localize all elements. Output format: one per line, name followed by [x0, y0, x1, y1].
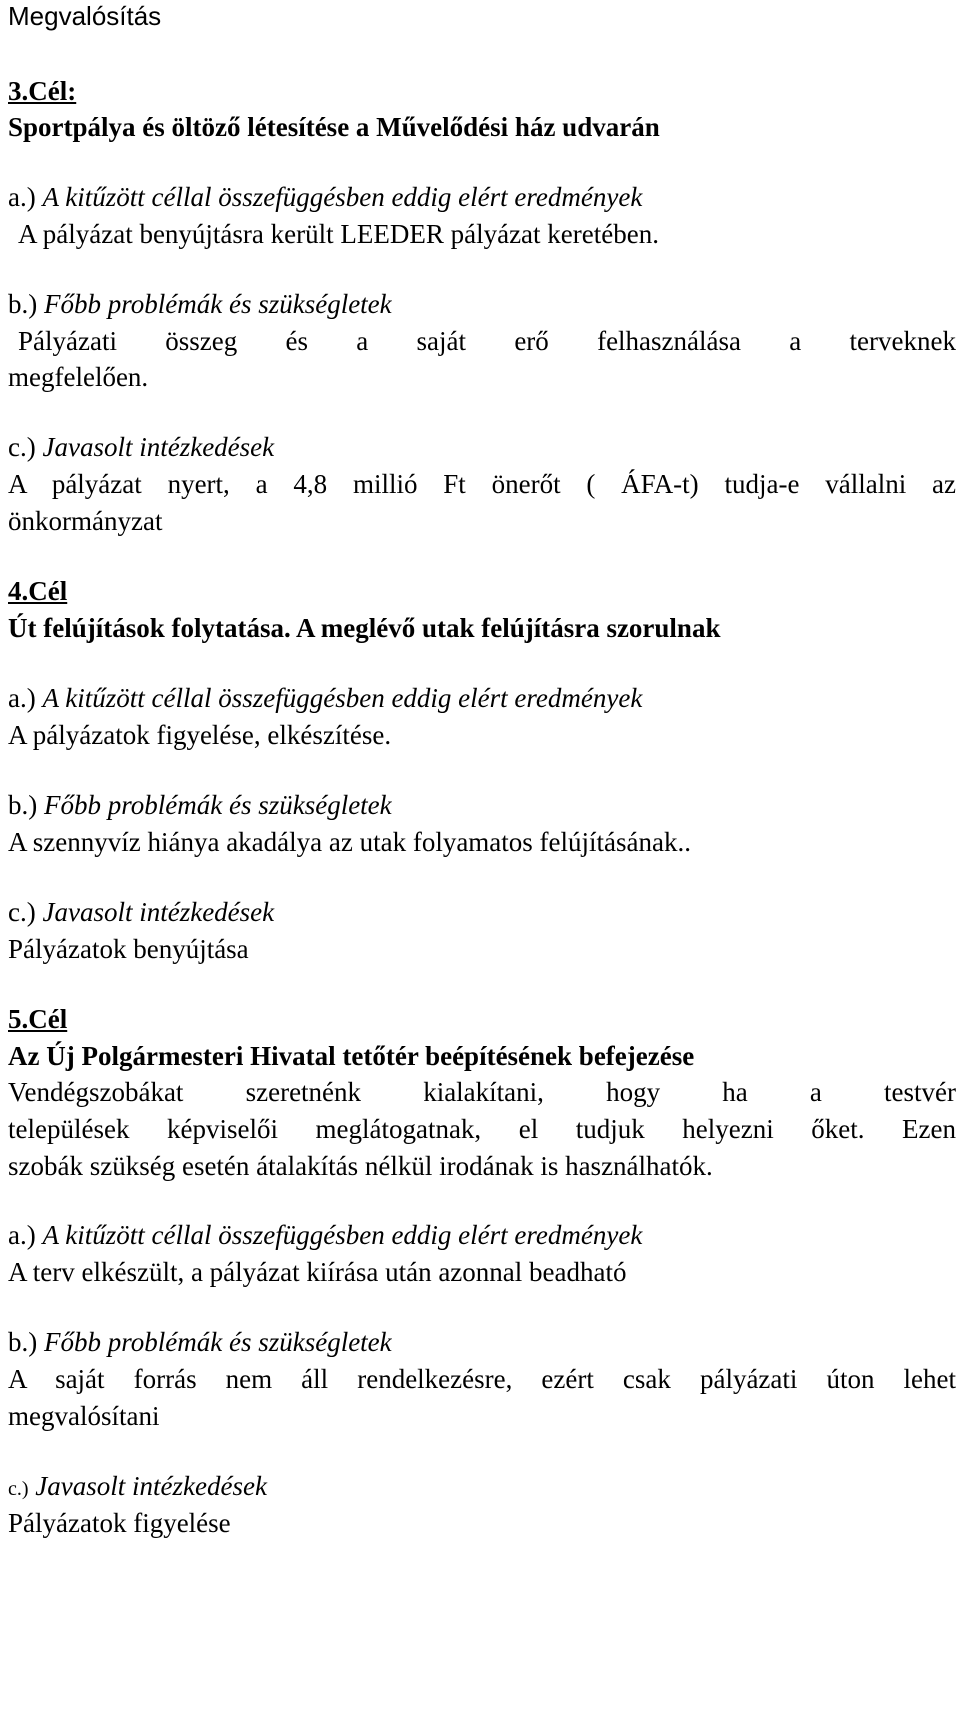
goal5-number: 5.Cél	[8, 1004, 68, 1034]
goal5-c-prefix: c.)	[8, 1478, 29, 1500]
goal4-b-prefix: b.)	[8, 790, 38, 820]
goal5-c-heading-text: Javasolt intézkedések	[35, 1471, 267, 1501]
goal4-b-heading-text: Főbb problémák és szükségletek	[44, 790, 392, 820]
goal5-b-prefix: b.)	[8, 1327, 38, 1357]
goal5-c-heading	[8, 1473, 267, 1500]
goal5-a-prefix: a.)	[8, 1220, 36, 1250]
goal3-b-heading-text: Főbb problémák és szükségletek	[44, 289, 392, 319]
goal4-c-text: Pályázatok benyújtása	[8, 934, 249, 964]
goal4-title: Út felújítások folytatása. A meglévő utak felújításra szorulnak	[8, 613, 721, 643]
goal5-c-text: Pályázatok figyelése	[8, 1508, 231, 1538]
goal3-a-heading	[8, 184, 642, 211]
goal3-c-heading-text: Javasolt intézkedések	[42, 432, 275, 462]
goal3-b-text-line2: megfelelően.	[8, 362, 149, 392]
goal3-c-text-line1: A pályázat nyert, a 4,8 millió Ft önerőt ( ÁFA-t) tudja-e vállalni az	[8, 469, 956, 499]
goal4-c-heading	[8, 899, 274, 926]
goal5-title: Az Új Polgármesteri Hivatal tetőtér beépítésének befejezése	[8, 1041, 695, 1071]
goal3-b-text-line1: Pályázati összeg és a saját erő felhasználása a terveknek	[18, 326, 956, 356]
goal5-a-heading	[8, 1222, 642, 1249]
goal3-number: 3.Cél:	[8, 76, 77, 106]
goal5-a-heading-text: A kitűzött céllal összefüggésben eddig elért eredmények	[42, 1220, 643, 1250]
goal3-a-heading-text: A kitűzött céllal összefüggésben eddig elért eredmények	[42, 182, 643, 212]
goal5-b-heading-text: Főbb problémák és szükségletek	[44, 1327, 392, 1357]
goal5-a-text: A terv elkészült, a pályázat kiírása után azonnal beadható	[8, 1257, 627, 1287]
goal3-b-prefix: b.)	[8, 289, 38, 319]
goal5-desc-line2: települések képviselői meglátogatnak, el tudjuk helyezni őket. Ezen	[8, 1114, 956, 1144]
goal4-b-text: A szennyvíz hiánya akadálya az utak folyamatos felújításának..	[8, 827, 691, 857]
goal4-c-prefix: c.)	[8, 897, 36, 927]
goal4-a-text: A pályázatok figyelése, elkészítése.	[8, 720, 392, 750]
goal4-a-heading	[8, 685, 642, 712]
goal4-b-heading	[8, 792, 392, 819]
goal5-desc-line1: Vendégszobákat szeretnénk kialakítani, hogy ha a testvér	[8, 1077, 956, 1107]
goal5-desc-line3: szobák szükség esetén átalakítás nélkül irodának is használhatók.	[8, 1151, 713, 1181]
goal3-c-prefix: c.)	[8, 432, 36, 462]
goal3-a-text: A pályázat benyújtásra került LEEDER pályázat keretében.	[18, 219, 659, 249]
goal3-a-prefix: a.)	[8, 182, 36, 212]
goal3-c-heading	[8, 434, 274, 461]
goal5-b-text-line2: megvalósítani	[8, 1401, 160, 1431]
goal4-number: 4.Cél	[8, 576, 68, 606]
goal3-title: Sportpálya és öltöző létesítése a Művelődési ház udvarán	[8, 112, 660, 142]
goal4-c-heading-text: Javasolt intézkedések	[42, 897, 275, 927]
page-header: Megvalósítás	[8, 1, 162, 31]
goal3-b-heading	[8, 291, 392, 318]
goal3-c-text-line2: önkormányzat	[8, 506, 163, 536]
goal4-a-heading-text: A kitűzött céllal összefüggésben eddig elért eredmények	[42, 683, 643, 713]
goal5-b-heading	[8, 1329, 392, 1356]
goal5-b-text-line1: A saját forrás nem áll rendelkezésre, ezért csak pályázati úton lehet	[8, 1364, 956, 1394]
goal4-a-prefix: a.)	[8, 683, 36, 713]
